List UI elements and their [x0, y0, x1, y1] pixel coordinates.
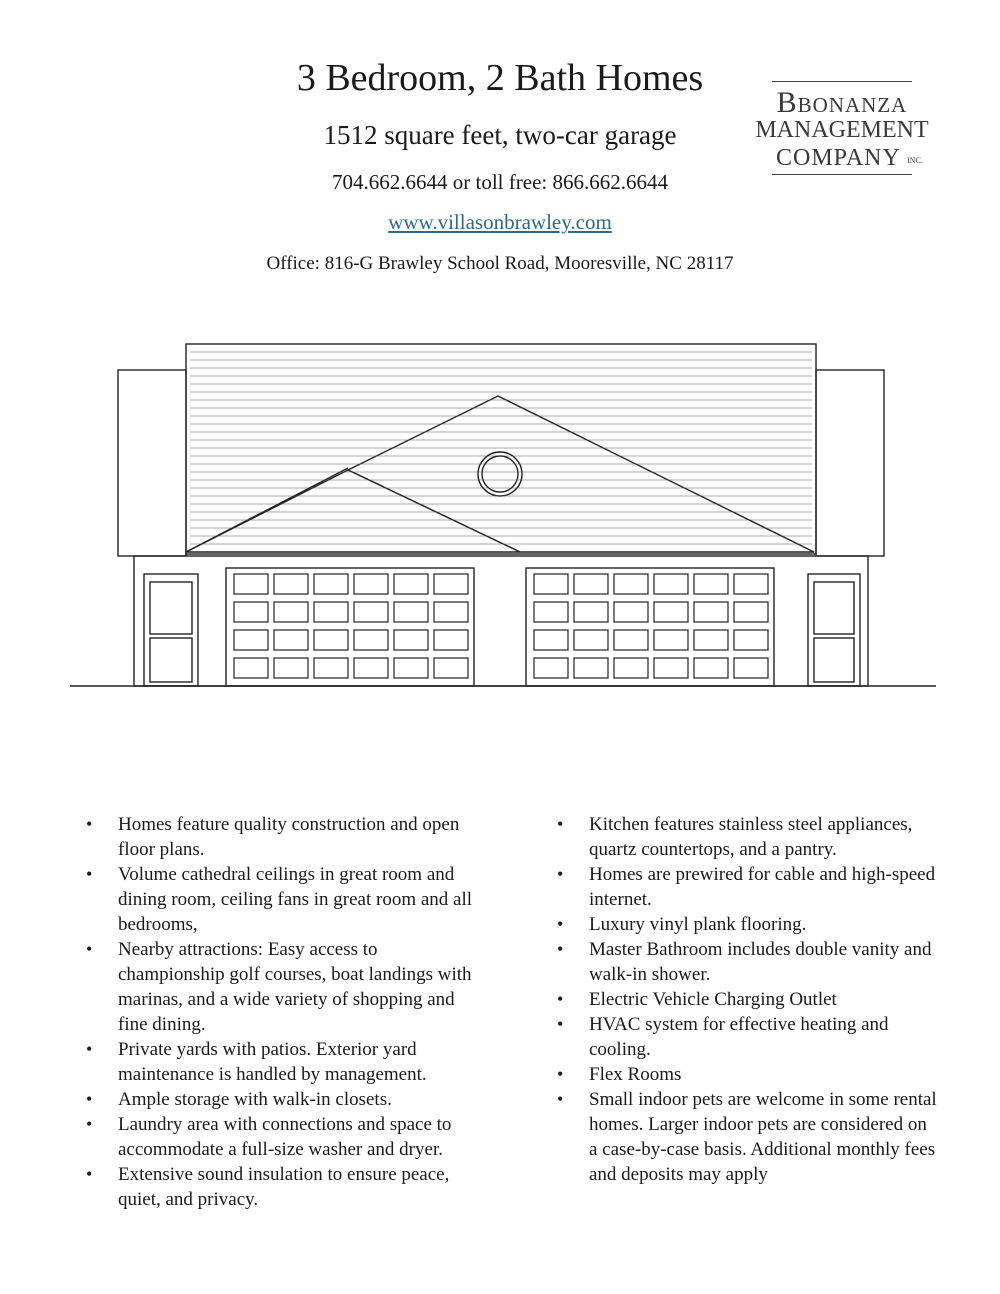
website-link[interactable]: www.villasonbrawley.com — [388, 210, 612, 234]
garage-door-panel — [394, 574, 428, 594]
garage-door-panel — [534, 658, 568, 678]
phone-numbers: 704.662.6644 or toll free: 866.662.6644 — [332, 170, 668, 194]
garage-door-panel — [694, 574, 728, 594]
garage-door-panel — [314, 630, 348, 650]
garage-door-panel — [394, 602, 428, 622]
garage-door-panel — [734, 574, 768, 594]
logo-bottom-rule — [772, 174, 912, 175]
features-right-column — [557, 812, 937, 1187]
garage-door-panel — [234, 574, 268, 594]
garage-door-panel — [274, 658, 308, 678]
garage-door-panel — [534, 574, 568, 594]
garage-door-panel — [434, 574, 468, 594]
garage-door-panel — [574, 574, 608, 594]
logo-line-3: COMPANY — [776, 145, 901, 171]
garage-door-panel — [234, 630, 268, 650]
logo-inc: INC. — [907, 156, 923, 165]
front-wall — [134, 556, 868, 686]
feature-item: • Kitchen features stainless steel appliances, quartz countertops, and a pantry. — [557, 812, 937, 862]
garage-door-panel — [234, 658, 268, 678]
garage-door-panel — [574, 602, 608, 622]
garage-door-panel — [734, 658, 768, 678]
left-entry-door — [144, 574, 198, 686]
garage-door-panel — [654, 574, 688, 594]
company-logo — [742, 78, 942, 178]
garage-door-panel — [314, 602, 348, 622]
feature-item: • Luxury vinyl plank flooring. — [557, 912, 937, 937]
garage-door-panel — [434, 602, 468, 622]
feature-item: • Laundry area with connections and space to accommodate a full-size washer and dryer. — [86, 1112, 486, 1162]
garage-door-panel — [434, 658, 468, 678]
page-subtitle: 1512 square feet, two-car garage — [323, 120, 677, 150]
garage-door-panel — [614, 630, 648, 650]
logo-top-rule — [772, 81, 912, 82]
garage-door-panel — [314, 658, 348, 678]
right-side-roof — [816, 370, 884, 556]
garage-door-panel — [534, 602, 568, 622]
garage-door-panel — [614, 658, 648, 678]
logo-line-2: MANAGEMENT — [755, 117, 929, 143]
garage-door-panel — [574, 630, 608, 650]
feature-item: • Private yards with patios. Exterior yard maintenance is handled by management. — [86, 1037, 486, 1087]
logo-line-1: BBONANZA — [776, 86, 908, 119]
garage-door-panel — [234, 602, 268, 622]
feature-item: • Electric Vehicle Charging Outlet — [557, 987, 937, 1012]
garage-door-panel — [694, 602, 728, 622]
feature-item: • Extensive sound insulation to ensure peace, quiet, and privacy. — [86, 1162, 486, 1212]
garage-door-panel — [694, 658, 728, 678]
right-garage-door — [526, 568, 774, 686]
garage-door-panel — [274, 574, 308, 594]
features-left-list — [86, 812, 486, 1212]
feature-item: • Nearby attractions: Easy access to championship golf courses, boat landings with marinas, and a wide variety of shopping and fine dining. — [86, 937, 486, 1037]
features-right-list — [557, 812, 937, 1187]
garage-door-panel — [734, 630, 768, 650]
garage-door-panel — [394, 630, 428, 650]
garage-door-panel — [694, 630, 728, 650]
garage-door-panel — [354, 658, 388, 678]
garage-door-panel — [654, 658, 688, 678]
feature-item: • HVAC system for effective heating and cooling. — [557, 1012, 937, 1062]
garage-door-panel — [394, 658, 428, 678]
garage-door-panel — [654, 630, 688, 650]
garage-door-panel — [354, 574, 388, 594]
garage-door-panel — [534, 630, 568, 650]
features-left-column — [86, 812, 486, 1212]
garage-door-panel — [274, 630, 308, 650]
feature-item: • Volume cathedral ceilings in great room and dining room, ceiling fans in great room and all bedrooms, — [86, 862, 486, 937]
page-title: 3 Bedroom, 2 Bath Homes — [296, 57, 704, 99]
garage-door-panel — [354, 630, 388, 650]
garage-door-panel — [654, 602, 688, 622]
website-line — [0, 210, 1000, 235]
garage-door-panel — [614, 574, 648, 594]
garage-door-panel — [574, 658, 608, 678]
house-elevation-drawing — [60, 330, 940, 710]
feature-item: • Master Bathroom includes double vanity and walk-in shower. — [557, 937, 937, 987]
feature-item: • Flex Rooms — [557, 1062, 937, 1087]
garage-door-panel — [434, 630, 468, 650]
right-entry-door — [808, 574, 860, 686]
feature-item: • Ample storage with walk-in closets. — [86, 1087, 486, 1112]
garage-door-panel — [614, 602, 648, 622]
round-vent — [478, 452, 522, 496]
garage-door-panel — [314, 574, 348, 594]
left-garage-door — [226, 568, 474, 686]
feature-item: • Small indoor pets are welcome in some rental homes. Larger indoor pets are considered on a case-by-case basis. Additional monthly fees and deposits may apply — [557, 1087, 937, 1187]
feature-item: • Homes feature quality construction and open floor plans. — [86, 812, 486, 862]
garage-door-panel — [274, 602, 308, 622]
feature-item: • Homes are prewired for cable and high-speed internet. — [557, 862, 937, 912]
office-address: Office: 816-G Brawley School Road, Mooresville, NC 28117 — [266, 253, 734, 274]
garage-door-panel — [734, 602, 768, 622]
left-side-roof — [118, 370, 186, 556]
garage-door-panel — [354, 602, 388, 622]
